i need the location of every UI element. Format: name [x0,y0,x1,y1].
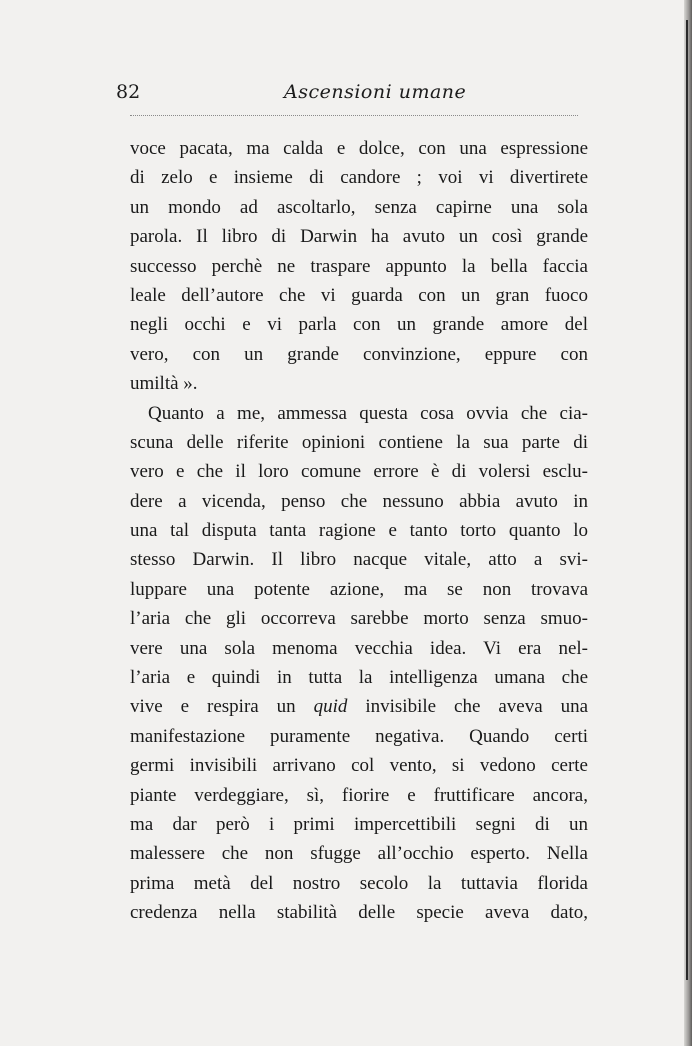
text-line: manifestazione puramente negativa. Quando certi [130,725,588,747]
text-line: scuna delle riferite opinioni contiene la sua parte di [130,431,588,453]
text-line: umiltà ». [130,373,198,395]
running-title: Ascensioni umane [284,81,467,103]
text-line: malessere che non sfugge all’occhio esperto. Nella [130,843,588,865]
text-segment: invisibile che aveva una [347,696,588,718]
text-line: piante verdeggiare, sì, fiorire e fruttificare ancora, [130,784,588,806]
text-line-with-italic [130,692,588,721]
running-header [116,80,590,116]
text-line: un mondo ad ascoltarlo, senza capirne una sola [130,196,588,218]
text-line: vero, con un grande convinzione, eppure con [130,343,588,365]
text-line: vero e che il loro comune errore è di volersi esclu- [130,461,588,483]
text-line: germi invisibili arrivano col vento, si vedono certe [130,755,588,777]
header-rule [130,115,578,116]
text-line: ma dar però i primi impercettibili segni di un [130,813,588,835]
page-edge-line [686,20,688,980]
paragraph-first-line: Quanto a me, ammessa questa cosa ovvia che cia- [148,402,588,424]
text-line: stesso Darwin. Il libro nacque vitale, atto a svi- [130,549,588,571]
text-line: una tal disputa tanta ragione e tanto torto quanto lo [130,520,588,542]
body-text [130,134,588,928]
text-line: di zelo e insieme di candore ; voi vi divertirete [130,167,588,189]
text-line: dere a vicenda, penso che nessuno abbia avuto in [130,490,588,512]
text-segment: vive e respira un [130,696,314,718]
text-line: l’aria che gli occorreva sarebbe morto senza smuo- [130,608,588,630]
text-line: vere una sola menoma vecchia idea. Vi era nel- [130,637,588,659]
text-line: luppare una potente azione, ma se non trovava [130,578,588,600]
text-line: credenza nella stabilità delle specie aveva dato, [130,902,588,924]
italic-word: quid [313,696,348,718]
text-line: negli occhi e vi parla con un grande amore del [130,314,588,336]
text-line: parola. Il libro di Darwin ha avuto un così grande [130,226,588,248]
text-line: successo perchè ne traspare appunto la bella faccia [130,255,588,277]
text-line: prima metà del nostro secolo la tuttavia florida [130,872,588,894]
text-line: voce pacata, ma calda e dolce, con una espressione [130,138,588,159]
text-line: leale dell’autore che vi guarda con un gran fuoco [130,284,588,306]
text-line: l’aria e quindi in tutta la intelligenza umana che [130,667,588,689]
page-number: 82 [116,81,141,103]
